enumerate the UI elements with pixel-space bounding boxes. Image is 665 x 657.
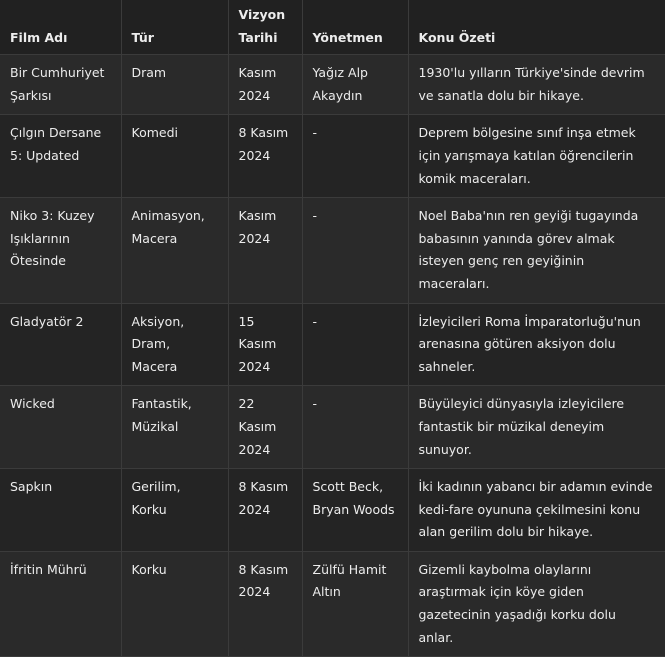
cell-film-name: Bir Cumhuriyet Şarkısı: [0, 55, 121, 115]
table-row: [0, 303, 665, 386]
cell-genre: Korku: [121, 551, 228, 656]
header-release-date: Vizyon Tarihi: [228, 0, 302, 55]
cell-film-name: İfritin Mührü: [0, 551, 121, 656]
cell-director: -: [302, 386, 408, 469]
table-row: [0, 55, 665, 115]
cell-release-date: 22 Kasım 2024: [228, 386, 302, 469]
table-row: [0, 115, 665, 198]
cell-release-date: 8 Kasım 2024: [228, 551, 302, 656]
cell-film-name: Wicked: [0, 386, 121, 469]
cell-director: -: [302, 303, 408, 386]
cell-summary: İki kadının yabancı bir adamın evinde kedi-fare oyununa çekilmesini konu alan gerilim dolu bir hikaye.: [408, 469, 665, 552]
cell-genre: Fantastik, Müzikal: [121, 386, 228, 469]
cell-release-date: 8 Kasım 2024: [228, 469, 302, 552]
cell-film-name: Gladyatör 2: [0, 303, 121, 386]
cell-film-name: Sapkın: [0, 469, 121, 552]
cell-director: Scott Beck, Bryan Woods: [302, 469, 408, 552]
cell-summary: Büyüleyici dünyasıyla izleyicilere fantastik bir müzikal deneyim sunuyor.: [408, 386, 665, 469]
cell-film-name: Çılgın Dersane 5: Updated: [0, 115, 121, 198]
header-film-name: Film Adı: [0, 0, 121, 55]
cell-summary: Deprem bölgesine sınıf inşa etmek için yarışmaya katılan öğrencilerin komik maceraları.: [408, 115, 665, 198]
table-row: [0, 551, 665, 656]
cell-director: Zülfü Hamit Altın: [302, 551, 408, 656]
header-genre: Tür: [121, 0, 228, 55]
cell-genre: Animasyon, Macera: [121, 198, 228, 303]
cell-director: Yağız Alp Akaydın: [302, 55, 408, 115]
cell-summary: Gizemli kaybolma olaylarını araştırmak için köye giden gazetecinin yaşadığı korku dolu anlar.: [408, 551, 665, 656]
cell-release-date: 8 Kasım 2024: [228, 115, 302, 198]
table-row: [0, 469, 665, 552]
header-summary: Konu Özeti: [408, 0, 665, 55]
cell-genre: Aksiyon, Dram, Macera: [121, 303, 228, 386]
cell-genre: Komedi: [121, 115, 228, 198]
cell-release-date: Kasım 2024: [228, 198, 302, 303]
table-row: [0, 386, 665, 469]
header-director: Yönetmen: [302, 0, 408, 55]
cell-summary: İzleyicileri Roma İmparatorluğu'nun arenasına götüren aksiyon dolu sahneler.: [408, 303, 665, 386]
table-header-row: [0, 0, 665, 55]
cell-genre: Gerilim, Korku: [121, 469, 228, 552]
cell-release-date: Kasım 2024: [228, 55, 302, 115]
cell-summary: Noel Baba'nın ren geyiği tugayında babasının yanında görev almak isteyen genç ren geyiğinin maceraları.: [408, 198, 665, 303]
table-row: [0, 198, 665, 303]
cell-director: -: [302, 115, 408, 198]
cell-release-date: 15 Kasım 2024: [228, 303, 302, 386]
cell-film-name: Niko 3: Kuzey Işıklarının Ötesinde: [0, 198, 121, 303]
cell-genre: Dram: [121, 55, 228, 115]
cell-director: -: [302, 198, 408, 303]
cell-summary: 1930'lu yılların Türkiye'sinde devrim ve sanatla dolu bir hikaye.: [408, 55, 665, 115]
